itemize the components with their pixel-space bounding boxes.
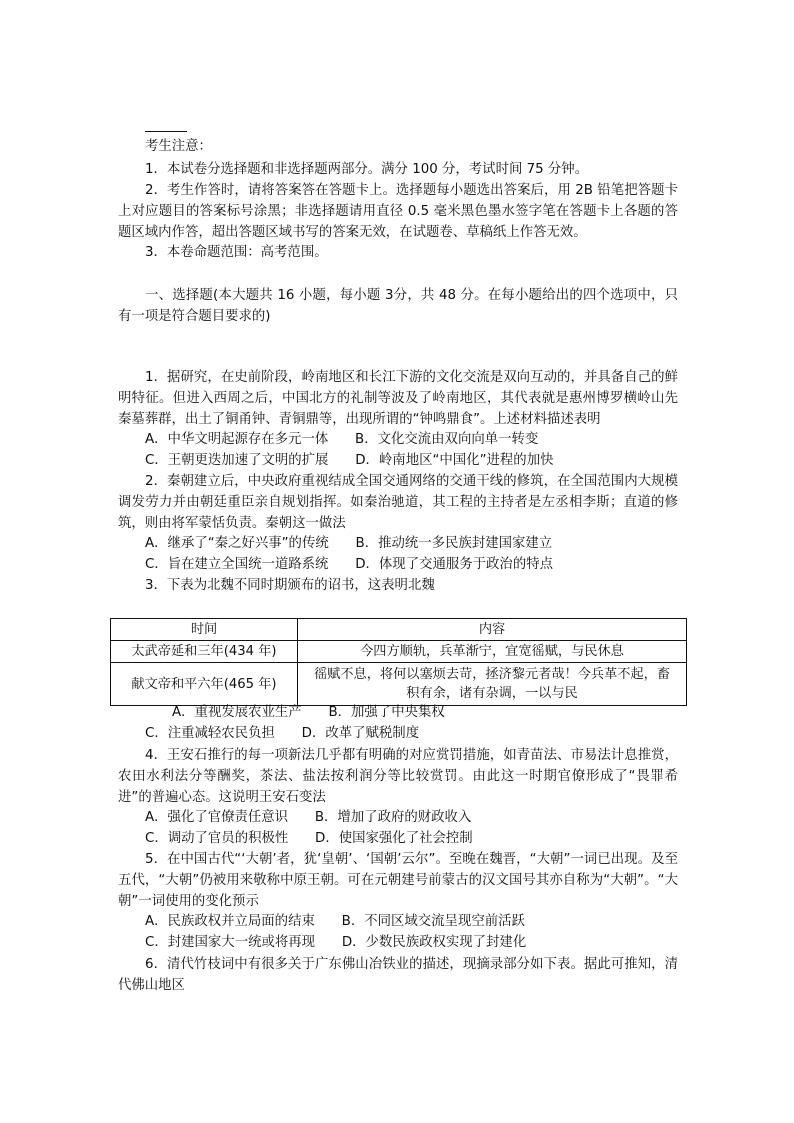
question-4-options-ab: A．强化了官僚责任意识 B．增加了政府的财政收入 [145, 810, 472, 825]
section-heading: 一、选择题(本大题共 16 小题，每小题 3分，共 48 分。在每小题给出的四个选项中，只有一项是符合题目要求的) [118, 288, 678, 324]
notice-item-2: 2．考生作答时，请将答案答在答题卡上。选择题每小题选出答案后，用 2B 铅笔把答题卡上对应题目的答案标号涂黑；非选择题请用直径 0.5 毫米黑色墨水签字笔在答题卡上各题的答题区域内作答，超出答题区域书写的答案无效，在试题卷、草稿纸上作答无效。 [118, 183, 678, 240]
table-cell-content: 徭赋不息，将何以塞烦去苛，拯济黎元者哉！今兵革不起，畜积有余，诸有杂调，一以与民 [298, 663, 687, 706]
question-1-options-cd: C．王朝更迭加速了文明的扩展 D．岭南地区“中国化”进程的加快 [145, 453, 554, 468]
table-header-time: 时间 [111, 619, 298, 641]
question-2-options-ab: A．继承了“秦之好兴事”的传统 B．推动统一多民族封建国家建立 [145, 536, 553, 551]
question-4-stem: 4．王安石推行的每一项新法几乎都有明确的对应赏罚措施，如青苗法、市易法计息推赏，农田水利法分等酬奖，茶法、盐法按利润分等比较赏罚。由此这一时期官僚形成了“畏罪希进”的普遍心态。这说明王安石变法 [118, 748, 678, 805]
question-4-options-cd: C．调动了官员的积极性 D．使国家强化了社会控制 [145, 831, 473, 846]
question-5-stem: 5．在中国古代“‘大朝’者，犹‘皇朝’、‘国朝’云尔”。至晚在魏晋，“大朝”一词已出现。及至五代，“大朝”仍被用来敬称中原王朝。可在元朝建号前蒙古的汉文国号其亦自称为“大朝”。“大朝”一词使用的变化预示 [118, 852, 678, 909]
table-header-row [111, 619, 687, 641]
question-2-stem: 2．秦朝建立后，中央政府重视结成全国交通网络的交通干线的修筑，在全国范围内大规模调发劳力并由朝廷重臣亲自规划指挥。如秦治驰道，其工程的主持者是左丞相李斯；直道的修筑，则由将军蒙恬负责。秦朝这一做法 [118, 474, 678, 531]
notice-item-3: 3．本卷命题范围：高考范围。 [145, 245, 328, 260]
notice-item-1: 1．本试卷分选择题和非选择题两部分。满分 100 分，考试时间 75 分钟。 [145, 162, 589, 177]
question-3-options-ab: A．重视发展农业生产 B．加强了中央集权 [172, 705, 445, 720]
notice-title: 考生注意： [145, 139, 212, 154]
table-header-content: 内容 [298, 619, 687, 641]
question-5-options-cd: C．封建国家大一统或将再现 D．少数民族政权实现了封建化 [145, 935, 527, 950]
question-5-options-ab: A．民族政权并立局面的结束 B．不同区域交流呈现空前活跃 [145, 914, 525, 929]
table-row [111, 663, 687, 706]
header-rule [145, 131, 187, 132]
question-3-options-cd: C．注重减轻农民负担 D．改革了赋税制度 [145, 726, 420, 741]
table-cell-content: 今四方顺轨，兵革渐宁，宜宽徭赋，与民休息 [298, 641, 687, 663]
table-cell-time: 献文帝和平六年(465 年) [111, 663, 298, 706]
question-3-table [110, 618, 687, 706]
question-6-stem: 6．清代竹枝词中有很多关于广东佛山冶铁业的描述，现摘录部分如下表。据此可推知，清代佛山地区 [118, 957, 678, 993]
table-row [111, 641, 687, 663]
question-1-options-ab: A．中华文明起源存在多元一体 B．文化交流由双向向单一转变 [145, 432, 539, 447]
question-1-stem: 1．据研究，在史前阶段，岭南地区和长江下游的文化交流是双向互动的，并具备自己的鲜明特征。但进入西周之后，中国北方的礼制等波及了岭南地区，其代表就是惠州博罗横岭山先秦墓葬群，出土了铜甬钟、青铜鼎等，出现所谓的“钟鸣鼎食”。上述材料描述表明 [118, 370, 678, 427]
question-3-stem: 3．下表为北魏不同时期颁布的诏书，这表明北魏 [145, 578, 435, 593]
table-cell-time: 太武帝延和三年(434 年) [111, 641, 298, 663]
question-2-options-cd: C．旨在建立全国统一道路系统 D．体现了交通服务于政治的特点 [145, 557, 553, 572]
